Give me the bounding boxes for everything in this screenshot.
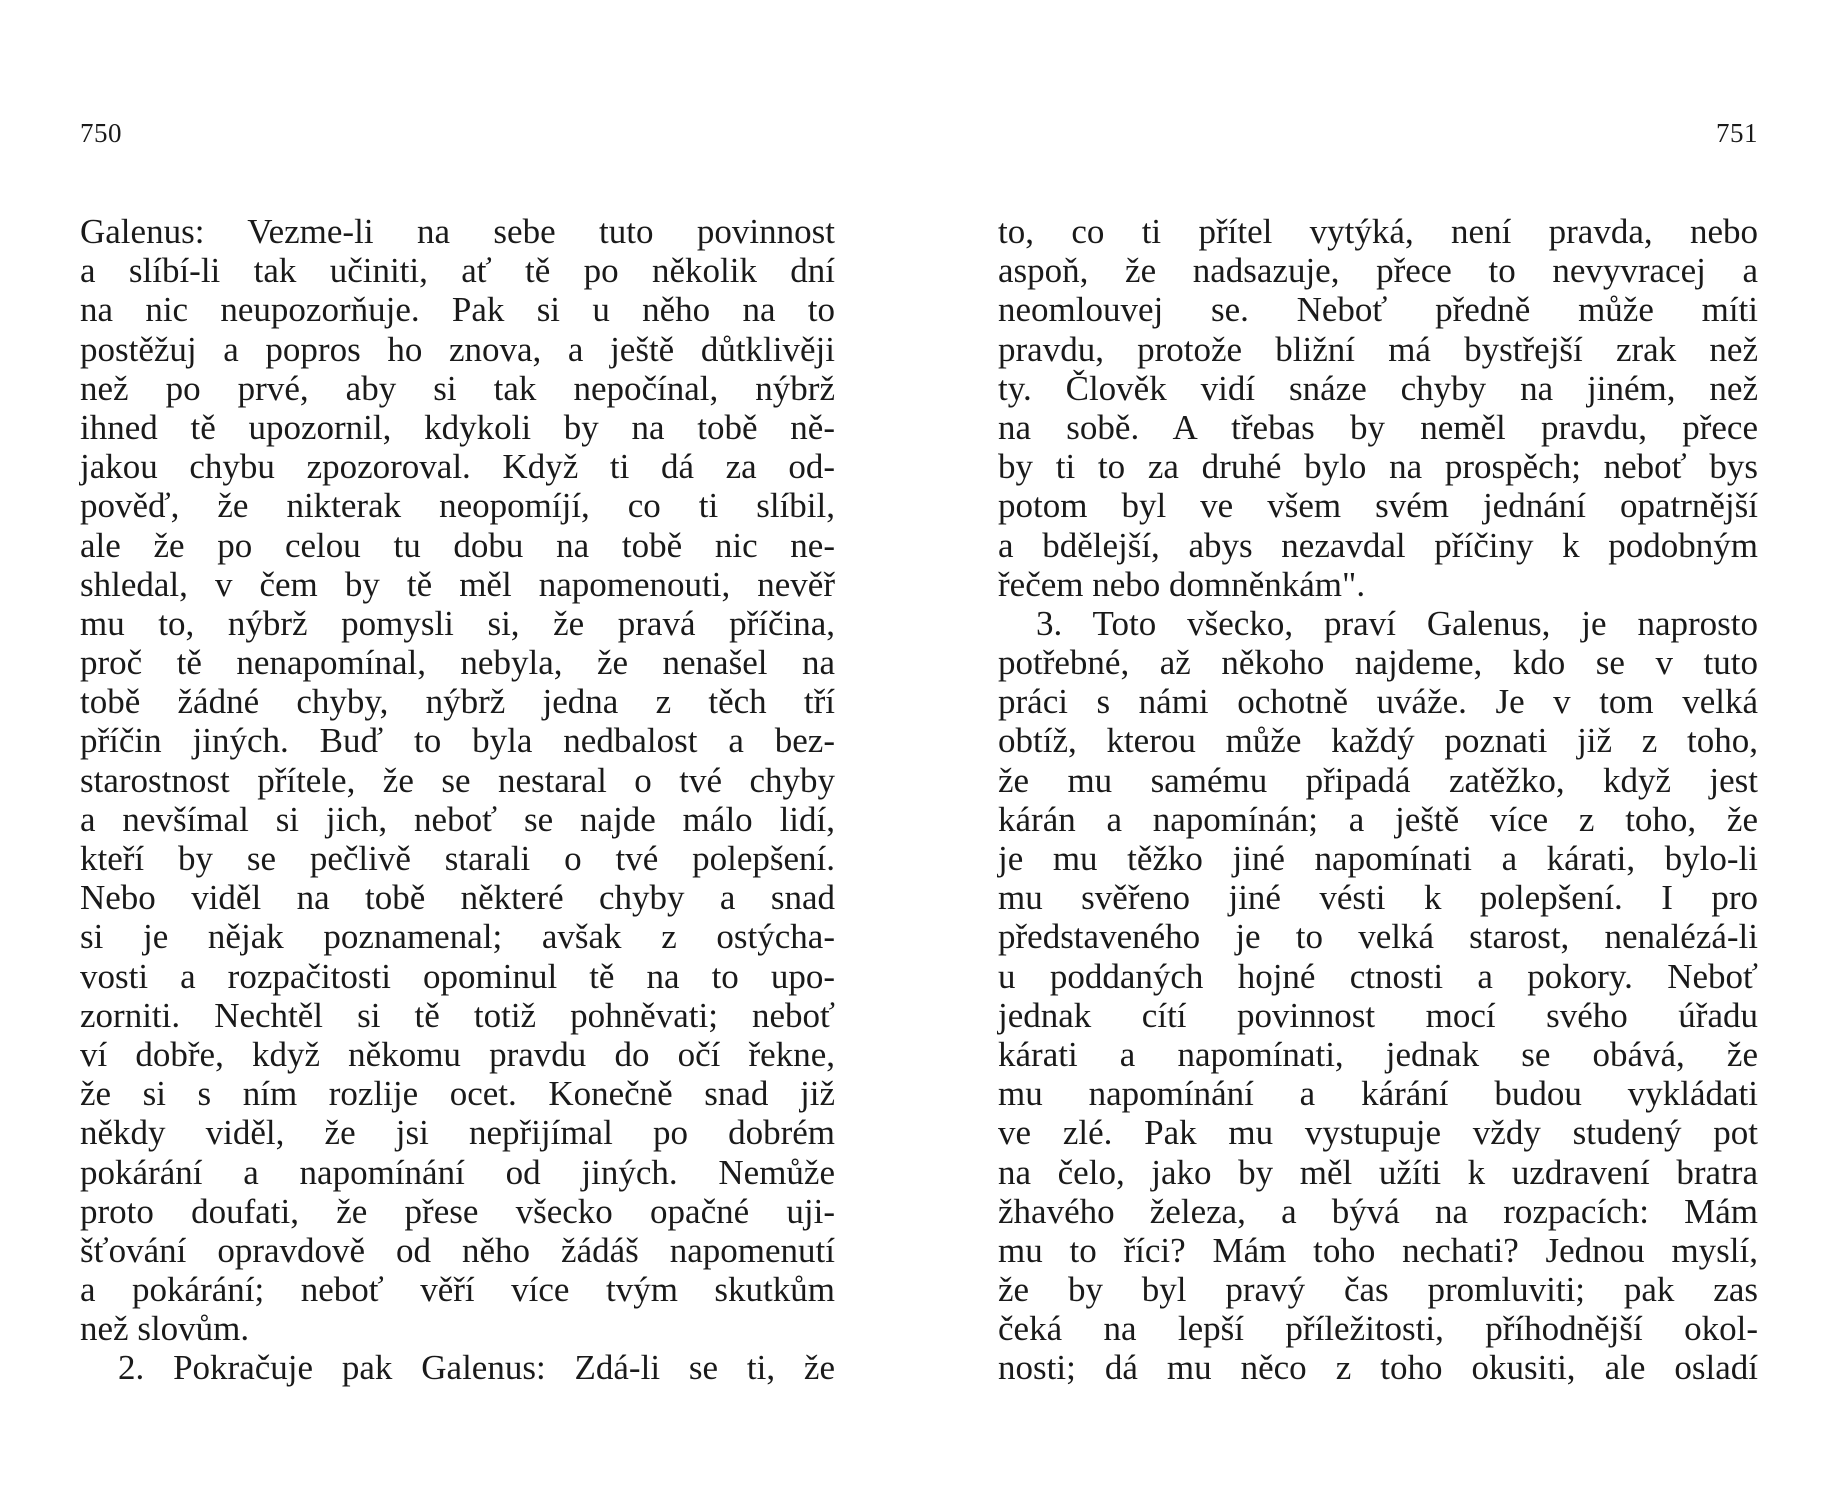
text-line: postěžuj a popros ho znova, a ještě důtklivěji (80, 329, 835, 369)
text-line: pověď, že nikterak neopomíjí, co ti slíbil, (80, 486, 835, 526)
text-line: na nic neupozorňuje. Pak si u něho na to (80, 290, 835, 330)
text-line: jakou chybu zpozoroval. Když ti dá za od- (80, 447, 835, 487)
text-line: to, co ti přítel vytýká, není pravda, nebo (998, 212, 1758, 251)
text-line: by ti to za druhé bylo na prospěch; neboť bys (998, 447, 1758, 487)
text-line: že by byl pravý čas promluviti; pak zas (998, 1270, 1758, 1310)
text-line: příčin jiných. Buď to byla nedbalost a bez- (80, 721, 835, 761)
text-line: a slíbí-li tak učiniti, ať tě po několik dní (80, 251, 835, 291)
text-line: aspoň, že nadsazuje, přece to nevyvracej a (998, 251, 1758, 291)
right-page-number: 751 (1716, 118, 1758, 148)
text-line: pravdu, protože bližní má bystřejší zrak než (998, 329, 1758, 369)
text-line: tobě žádné chyby, nýbrž jedna z těch tří (80, 682, 835, 722)
text-line: vosti a rozpačitosti opominul tě na to upo- (80, 956, 835, 996)
text-line: je mu těžko jiné napomínati a kárati, bylo-li (998, 839, 1758, 878)
text-line: na čelo, jako by měl užíti k uzdravení bratra (998, 1152, 1758, 1192)
left-page-text (80, 212, 835, 1388)
text-line: potřebné, až někoho najdeme, kdo se v tuto (998, 643, 1758, 683)
text-line: obtíž, kterou může každý poznati již z toho, (998, 721, 1758, 761)
right-page (912, 0, 1824, 1500)
text-line: ty. Člověk vidí snáze chyby na jiném, než (998, 368, 1758, 408)
text-line: než slovům. (80, 1309, 250, 1349)
text-line: mu svěřeno jiné vésti k polepšení. I pro (998, 878, 1758, 918)
text-line: proto doufati, že přese všecko opačné uji- (80, 1191, 835, 1231)
text-line: si je nějak poznamenal; avšak z ostýcha- (80, 917, 835, 957)
text-line: a nevšímal si jich, neboť se najde málo lidí, (80, 799, 835, 839)
text-line: šťování opravdově od něho žádáš napomenutí (80, 1230, 835, 1270)
text-line: na sobě. A třebas by neměl pravdu, přece (998, 407, 1758, 447)
text-line: řečem nebo domněnkám". (998, 564, 1366, 604)
left-page-number: 750 (80, 118, 122, 148)
text-line: mu to, nýbrž pomysli si, že pravá příčina, (80, 603, 835, 643)
text-line: ale že po celou tu dobu na tobě nic ne- (80, 525, 835, 565)
text-line: 3. Toto všecko, praví Galenus, je naprosto (1036, 603, 1758, 643)
text-line: než po prvé, aby si tak nepočínal, nýbrž (80, 368, 835, 408)
text-line: že mu samému připadá zatěžko, když jest (998, 760, 1758, 800)
text-line: Galenus: Vezme-li na sebe tuto povinnost (80, 212, 835, 251)
text-line: pokárání a napomínání od jiných. Nemůže (80, 1152, 835, 1192)
text-line: ve zlé. Pak mu vystupuje vždy studený pot (998, 1113, 1758, 1153)
right-page-text (998, 212, 1758, 1388)
text-line: práci s námi ochotně uváže. Je v tom velká (998, 682, 1758, 722)
text-line: čeká na lepší příležitosti, příhodnější okol- (998, 1309, 1758, 1349)
text-line: kárán a napomínán; a ještě více z toho, že (998, 799, 1758, 839)
text-line: někdy viděl, že jsi nepřijímal po dobrém (80, 1113, 835, 1153)
text-line: představeného je to velká starost, nenalézá-li (998, 917, 1758, 957)
text-line: ihned tě upozornil, kdykoli by na tobě ně- (80, 407, 835, 447)
text-line: u poddaných hojné ctnosti a pokory. Neboť (998, 956, 1758, 996)
text-line: mu napomínání a kárání budou vykládati (998, 1074, 1758, 1114)
text-line: Nebo viděl na tobě některé chyby a snad (80, 878, 835, 918)
text-line: a pokárání; neboť věří více tvým skutkům (80, 1270, 835, 1310)
text-line: zorniti. Nechtěl si tě totiž pohněvati; neboť (80, 995, 835, 1035)
text-line: a bdělejší, abys nezavdal příčiny k podobným (998, 525, 1758, 565)
text-line: 2. Pokračuje pak Galenus: Zdá-li se ti, že (118, 1348, 835, 1388)
text-line: starostnost přítele, že se nestaral o tvé chyby (80, 760, 835, 800)
text-line: kárati a napomínati, jednak se obává, že (998, 1034, 1758, 1074)
text-line: ví dobře, když někomu pravdu do očí řekne, (80, 1034, 835, 1074)
text-line: shledal, v čem by tě měl napomenouti, nevěř (80, 564, 835, 604)
text-line: mu to říci? Mám toho nechati? Jednou myslí, (998, 1230, 1758, 1270)
text-line: proč tě nenapomínal, nebyla, že nenašel na (80, 643, 835, 683)
text-line: potom byl ve všem svém jednání opatrnější (998, 486, 1758, 526)
text-line: že si s ním rozlije ocet. Konečně snad již (80, 1074, 835, 1114)
text-line: kteří by se pečlivě starali o tvé polepšení. (80, 839, 835, 878)
text-line: žhavého železa, a bývá na rozpacích: Mám (998, 1191, 1758, 1231)
text-line: jednak cítí povinnost mocí svého úřadu (998, 995, 1758, 1035)
text-line: neomlouvej se. Neboť předně může míti (998, 290, 1758, 330)
text-line: nosti; dá mu něco z toho okusiti, ale osladí (998, 1348, 1758, 1388)
